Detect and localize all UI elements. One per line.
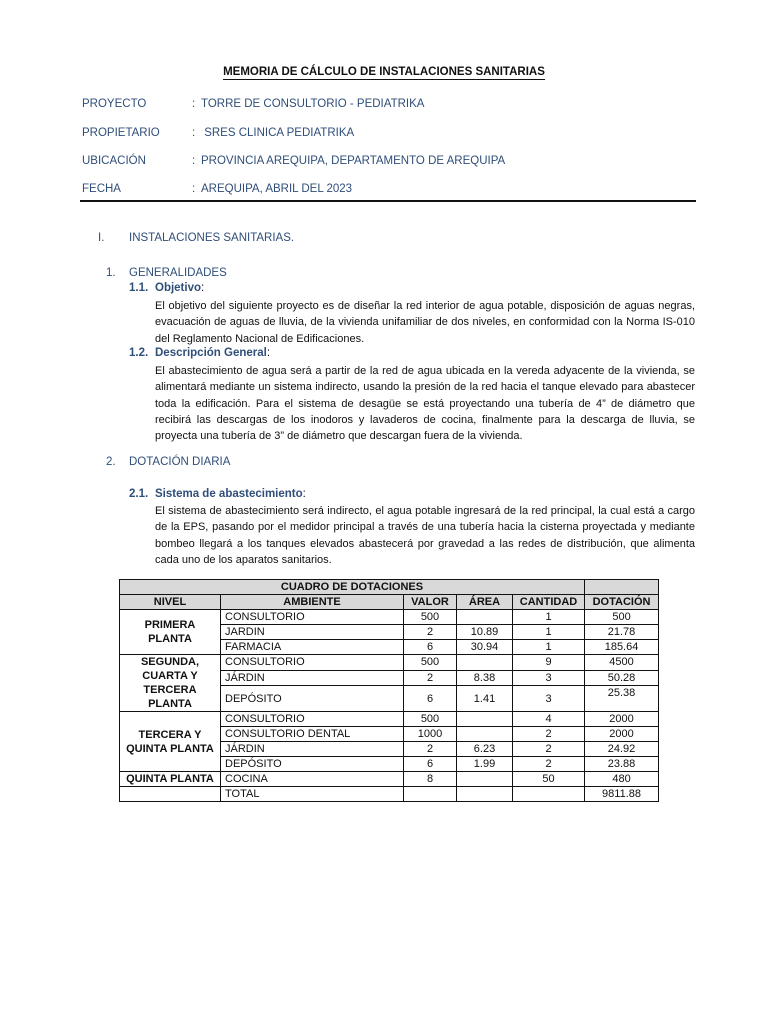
subsection-1-1-heading: Objetivo: <box>155 282 205 294</box>
dotacion-cell: 23.88 <box>585 757 659 772</box>
table-header-row <box>120 595 659 610</box>
meta-label: PROYECTO <box>82 98 147 110</box>
document-title: MEMORIA DE CÁLCULO DE INSTALACIONES SANITARIAS <box>223 66 545 78</box>
subsection-title: Descripción General <box>155 347 267 359</box>
cantidad-cell: 50 <box>513 772 585 787</box>
cantidad-cell: 3 <box>513 686 585 712</box>
ambiente-cell: JARDIN <box>221 625 404 640</box>
meta-value: TORRE DE CONSULTORIO - PEDIATRIKA <box>201 98 425 110</box>
valor-cell: 6 <box>404 757 457 772</box>
ambiente-cell: CONSULTORIO <box>221 610 404 625</box>
valor-cell: 2 <box>404 670 457 686</box>
valor-cell: 500 <box>404 712 457 727</box>
meta-colon: : <box>192 98 196 110</box>
meta-colon: : <box>192 127 196 139</box>
dotacion-cell: 21.78 <box>585 625 659 640</box>
area-cell: 8.38 <box>457 670 513 686</box>
cantidad-cell: 9 <box>513 655 585 671</box>
table-caption-row <box>120 580 659 595</box>
total-row <box>120 787 659 802</box>
cantidad-cell: 1 <box>513 610 585 625</box>
valor-cell: 2 <box>404 625 457 640</box>
cantidad-cell: 4 <box>513 712 585 727</box>
section-2-title: DOTACIÓN DIARIA <box>129 456 231 468</box>
valor-cell: 8 <box>404 772 457 787</box>
nivel-cell: PRIMERA PLANTA <box>120 610 221 655</box>
valor-cell: 1000 <box>404 727 457 742</box>
subsection-2-1-heading: Sistema de abastecimiento: <box>155 488 306 500</box>
valor-cell: 6 <box>404 686 457 712</box>
section-1-title: GENERALIDADES <box>129 267 227 279</box>
dotacion-cell: 500 <box>585 610 659 625</box>
dotacion-cell: 2000 <box>585 727 659 742</box>
meta-colon: : <box>192 183 196 195</box>
total-value: 9811.88 <box>585 787 659 802</box>
header-nivel: NIVEL <box>120 595 221 610</box>
dotacion-cell: 24.92 <box>585 742 659 757</box>
meta-label: FECHA <box>82 183 121 195</box>
nivel-cell: TERCERA Y QUINTA PLANTA <box>120 712 221 772</box>
area-cell <box>457 772 513 787</box>
valor-cell: 2 <box>404 742 457 757</box>
header-cantidad: CANTIDAD <box>513 595 585 610</box>
table-caption-empty <box>585 580 659 595</box>
dotacion-cell: 185.64 <box>585 640 659 655</box>
header-ambiente: AMBIENTE <box>221 595 404 610</box>
section-i-number: I. <box>98 232 105 244</box>
table-row <box>120 655 659 671</box>
ambiente-cell: DEPÓSITO <box>221 686 404 712</box>
total-empty-cell <box>404 787 457 802</box>
cantidad-cell: 2 <box>513 742 585 757</box>
area-cell: 6.23 <box>457 742 513 757</box>
table-row <box>120 772 659 787</box>
cantidad-cell: 3 <box>513 670 585 686</box>
dotacion-cell: 50.28 <box>585 670 659 686</box>
ambiente-cell: CONSULTORIO <box>221 655 404 671</box>
dotacion-cell: 480 <box>585 772 659 787</box>
table-caption: CUADRO DE DOTACIONES <box>120 580 585 595</box>
cantidad-cell: 2 <box>513 727 585 742</box>
ambiente-cell: CONSULTORIO <box>221 712 404 727</box>
table-row <box>120 610 659 625</box>
header-divider <box>80 200 696 202</box>
meta-colon: : <box>192 155 196 167</box>
objetivo-paragraph: El objetivo del siguiente proyecto es de diseñar la red interior de agua potable, disposición de aguas negras, evacuación de aguas de lluvia, de la vivienda unifamiliar de dos niveles, en conformidad con la Norma IS-010 del Reglamento Nacional de Edificaciones. <box>155 300 695 345</box>
dotacion-cell: 25.38 <box>585 686 659 712</box>
area-cell: 1.99 <box>457 757 513 772</box>
valor-cell: 500 <box>404 610 457 625</box>
total-label: TOTAL <box>221 787 404 802</box>
total-empty-cell <box>120 787 221 802</box>
ambiente-cell: DEPÓSITO <box>221 757 404 772</box>
total-empty-cell <box>513 787 585 802</box>
dotaciones-table <box>119 579 659 802</box>
area-cell <box>457 610 513 625</box>
descripcion-paragraph: El abastecimiento de agua será a partir de la red de agua ubicada en la vereda adyacente de la vivienda, se alimentará mediante un sistema indirecto, usando la presión de la red hacia el tanque elevado para abastecer toda la edificación. Para el sistema de desagüe se está proyectando una tubería de 4” de diámetro que recibirá las descargas de los inodoros y lavaderos de cocina, finalmente para la descarga de lluvia, se proyecta una tubería de 3” de diámetro que descargan fuera de la vivienda. <box>155 365 695 443</box>
abastecimiento-paragraph: El sistema de abastecimiento será indirecto, el agua potable ingresará de la red principal, la cual está a cargo de la EPS, pasando por el medidor principal a través de una tubería hacia la cisterna proyectada y mediante bombeo llegará a los tanques elevados abastecerá por gravedad a las redes de distribución, que alimenta cada uno de los aparatos sanitarios. <box>155 505 695 566</box>
nivel-cell: SEGUNDA, CUARTA Y TERCERA PLANTA <box>120 655 221 712</box>
ambiente-cell: JÁRDIN <box>221 670 404 686</box>
section-1-number: 1. <box>106 267 116 279</box>
section-2-number: 2. <box>106 456 116 468</box>
dotacion-cell: 2000 <box>585 712 659 727</box>
table-row <box>120 712 659 727</box>
area-cell <box>457 712 513 727</box>
area-cell: 1.41 <box>457 686 513 712</box>
ambiente-cell: COCINA <box>221 772 404 787</box>
meta-value: AREQUIPA, ABRIL DEL 2023 <box>201 183 353 195</box>
subsection-2-1-number: 2.1. <box>129 488 149 500</box>
subsection-1-2-heading: Descripción General: <box>155 347 271 359</box>
meta-value: PROVINCIA AREQUIPA, DEPARTAMENTO DE AREQUIPA <box>201 155 506 167</box>
header-valor: VALOR <box>404 595 457 610</box>
area-cell <box>457 655 513 671</box>
ambiente-cell: CONSULTORIO DENTAL <box>221 727 404 742</box>
valor-cell: 6 <box>404 640 457 655</box>
area-cell: 30.94 <box>457 640 513 655</box>
ambiente-cell: FARMACIA <box>221 640 404 655</box>
dotacion-cell: 4500 <box>585 655 659 671</box>
subsection-1-1-number: 1.1. <box>129 282 149 294</box>
cantidad-cell: 1 <box>513 640 585 655</box>
nivel-cell: QUINTA PLANTA <box>120 772 221 787</box>
meta-label: UBICACIÓN <box>82 155 146 167</box>
meta-value: SRES CLINICA PEDIATRIKA <box>201 127 355 139</box>
cantidad-cell: 1 <box>513 625 585 640</box>
header-dotacion: DOTACIÓN <box>585 595 659 610</box>
ambiente-cell: JÁRDIN <box>221 742 404 757</box>
subsection-title: Sistema de abastecimiento <box>155 488 303 500</box>
subsection-title: Objetivo <box>155 282 202 294</box>
area-cell: 10.89 <box>457 625 513 640</box>
meta-label: PROPIETARIO <box>82 127 160 139</box>
subsection-1-2-number: 1.2. <box>129 347 149 359</box>
header-area: ÁREA <box>457 595 513 610</box>
area-cell <box>457 727 513 742</box>
total-empty-cell <box>457 787 513 802</box>
section-i-title: INSTALACIONES SANITARIAS. <box>129 232 295 244</box>
cantidad-cell: 2 <box>513 757 585 772</box>
valor-cell: 500 <box>404 655 457 671</box>
